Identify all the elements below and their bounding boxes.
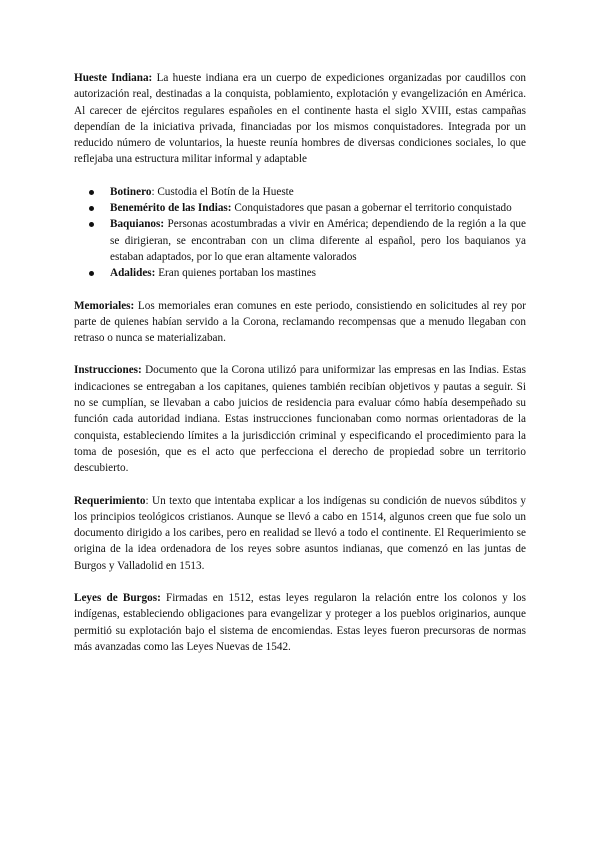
text-memoriales: Los memoriales eran comunes en este periodo, consistiendo en solicitudes al rey por parte de quienes habían servido a la Corona, reclamando recompensas que a menudo llegaban con retraso o nunca se materializaban. (74, 299, 526, 345)
text-hueste-indiana: La hueste indiana era un cuerpo de expediciones organizadas por caudillos con autorización real, destinadas a la conquista, poblamiento, explotación y evangelización en América. Al carecer de ejércitos regulares españoles en el continente hasta el siglo XVIII, estas campañas dependían de la iniciativa privada, financiadas por los mismos conquistadores. Integrada por un reducido número de voluntarios, la hueste reunía hombres de diversas condiciones sociales, lo que reflejaba una estructura militar informal y adaptable (74, 72, 527, 166)
roles-list (74, 184, 526, 282)
paragraph-memoriales (74, 298, 526, 347)
paragraph-leyes-de-burgos (74, 590, 526, 655)
bullet-icon (89, 190, 94, 195)
term-baquianos: Baquianos: (110, 218, 165, 231)
text-adalides: Eran quienes portaban los mastines (155, 267, 317, 280)
paragraph-instrucciones (74, 362, 526, 476)
text-benemerito: Conquistadores que pasan a gobernar el territorio conquistado (231, 202, 512, 215)
list-item-adalides (74, 265, 526, 281)
text-instrucciones: Documento que la Corona utilizó para uniformizar las empresas en las Indias. Estas indicaciones se entregaban a los capitanes, quienes también recibían objetivos y pautas a seguir. Si no se cumplían, se llevaban a cabo juicios de residencia para evaluar cómo había desempeñado su función cada autoridad indiana. Estas instrucciones funcionaban como normas orientadoras de la conquista, estableciendo límites a la jurisdicción criminal y especificando el procedimiento para la toma de posesión, que es el acto que perfecciona el derecho de propiedad sobre un territorio descubierto. (74, 364, 526, 475)
paragraph-hueste-indiana (74, 70, 526, 168)
term-leyes-de-burgos: Leyes de Burgos: (74, 592, 161, 605)
text-baquianos: Personas acostumbradas a vivir en América; dependiendo de la región a la que se dirigieran, se encontraban con un clima diferente al español, pero los baquianos ya estaban adaptados, por lo que eran altamente valorados (110, 218, 526, 263)
text-requerimiento: : Un texto que intentaba explicar a los indígenas su condición de nuevos súbditos y los principios teológicos cristianos. Aunque se llevó a cabo en 1514, algunos creen que fue solo un documento dirigido a los caribes, pero en realidad se llevó a todo el continente. El Requerimiento se origina de la idea ordenadora de los reyes sobre asuntos indianas, que comenzó en las juntas de Burgos y Valladolid en 1513. (74, 494, 526, 572)
list-item-benemerito (74, 200, 526, 216)
term-instrucciones: Instrucciones: (74, 364, 142, 377)
list-item-botinero (74, 184, 526, 200)
term-requerimiento: Requerimiento (74, 494, 146, 507)
text-leyes-de-burgos: Firmadas en 1512, estas leyes regularon la relación entre los colonos y los indígenas, estableciendo obligaciones para evangelizar y proteger a los pueblos originarios, aunque permitió su explotación bajo el sistema de encomiendas. Estas leyes fueron precursoras de normas más avanzadas como las Leyes Nuevas de 1542. (74, 592, 526, 653)
document-page (74, 70, 526, 671)
term-adalides: Adalides: (110, 267, 156, 280)
paragraph-requerimiento (74, 493, 526, 574)
term-benemerito: Benemérito de las Indias: (110, 202, 232, 215)
bullet-icon (89, 271, 94, 276)
term-memoriales: Memoriales: (74, 299, 135, 312)
term-hueste-indiana: Hueste Indiana: (74, 72, 153, 84)
bullet-icon (89, 206, 94, 211)
text-botinero: : Custodia el Botín de la Hueste (151, 185, 294, 198)
list-item-baquianos (74, 216, 526, 265)
bullet-icon (89, 222, 94, 227)
term-botinero: Botinero (110, 185, 152, 198)
